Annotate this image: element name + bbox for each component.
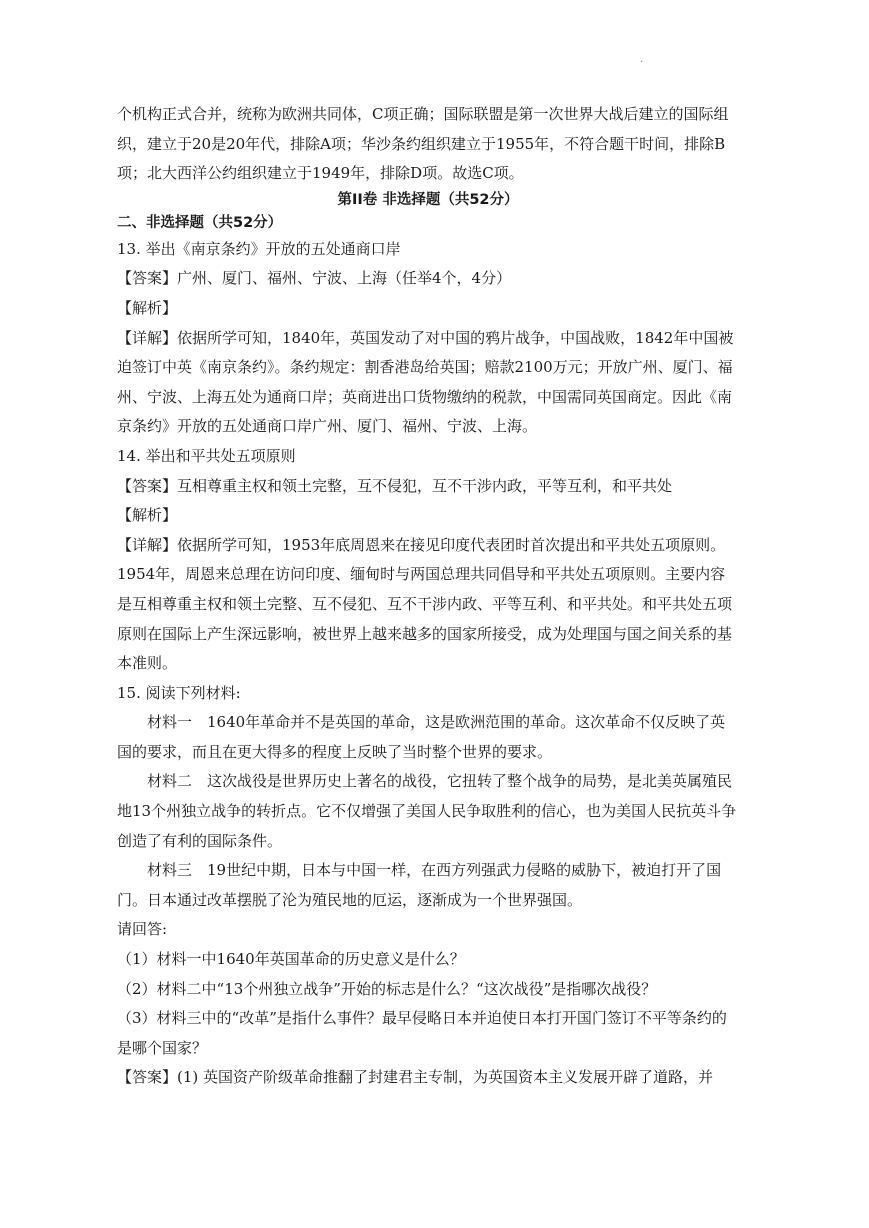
detail-14: 【详解】依据所学可知，1953年底周恩来在接见印度代表团时首次提出和平共处五项原则。1954年，周恩来总理在访问印度、缅甸时与两国总理共同倡导和平共处五项原则。主要内容是互相尊重主权和领土完整、互不侵犯、互不干涉内政、平等互利、和平共处。和平共处五项原则在国际上产生深远影响，被世界上越来越多的国家所接受，成为处理国与国之间关系的基本准则。 [117,535,733,673]
analysis-label-14: 【解析】 [117,506,178,525]
question-13: 13. 举出《南京条约》开放的五处通商口岸 [117,239,401,258]
section-title-part-2: 第II卷 非选择题（共52分） [337,191,519,208]
sub-question-1: （1）材料一中1640年英国革命的历史意义是什么？ [117,950,465,969]
analysis-label-13: 【解析】 [117,298,178,317]
paragraph-q12-analysis-end: 个机构正式合并，统称为欧洲共同体，C项正确；国际联盟是第一次世界大战后建立的国际组织，建立于20是20年代，排除A项；华沙条约组织建立于1955年，不符合题干时间，排除B项；北大西洋公约组织建立于1949年，排除D项。故选C项。 [117,105,729,183]
answer-15: 【答案】(1) 英国资产阶级革命推翻了封建君主专制，为英国资本主义发展开辟了道路，并 [117,1068,714,1087]
answer-14: 【答案】互相尊重主权和领土完整，互不侵犯，互不干涉内政，平等互利，和平共处 [117,476,673,495]
answer-13: 【答案】广州、厦门、福州、宁波、上海（任举4个，4分） [117,269,512,288]
question-15: 15. 阅读下列材料: [117,683,241,702]
header-dot: . [640,54,644,65]
sub-question-3: （3）材料三中的“改革”是指什么事件？最早侵略日本并迫使日本打开国门签订不平等条约的是哪个国家？ [117,1009,727,1057]
document-body [117,100,739,1093]
material-1: 材料一 1640年革命并不是英国的革命，这是欧洲范围的革命。这次革命不仅反映了英国的要求，而且在更大得多的程度上反映了当时整个世界的要求。 [117,713,726,761]
sub-question-2: （2）材料二中“13个州独立战争”开始的标志是什么？“这次战役”是指哪次战役？ [117,979,657,998]
section-subtitle-non-choice: 二、非选择题（共52分） [117,214,283,231]
please-answer: 请回答: [117,920,168,939]
material-2: 材料二 这次战役是世界历史上著名的战役，它扭转了整个战争的局势，是北美英属殖民地13个州独立战争的转折点。它不仅增强了美国人民争取胜利的信心，也为美国人民抗英斗争创造了有利的国际条件。 [117,772,737,850]
question-14: 14. 举出和平共处五项原则 [117,446,296,465]
material-3: 材料三 19世纪中期，日本与中国一样，在西方列强武力侵略的威胁下，被迫打开了国门。日本通过改革摆脱了沦为殖民地的厄运，逐渐成为一个世界强国。 [117,861,722,909]
detail-13: 【详解】依据所学可知，1840年，英国发动了对中国的鸦片战争，中国战败，1842年中国被迫签订中英《南京条约》。条约规定：割香港岛给英国；赔款2100万元；开放广州、厦门、福州、宁波、上海五处为通商口岸；英商进出口货物缴纳的税款，中国需同英国商定。因此《南京条约》开放的五处通商口岸广州、厦门、福州、宁波、上海。 [117,328,734,436]
